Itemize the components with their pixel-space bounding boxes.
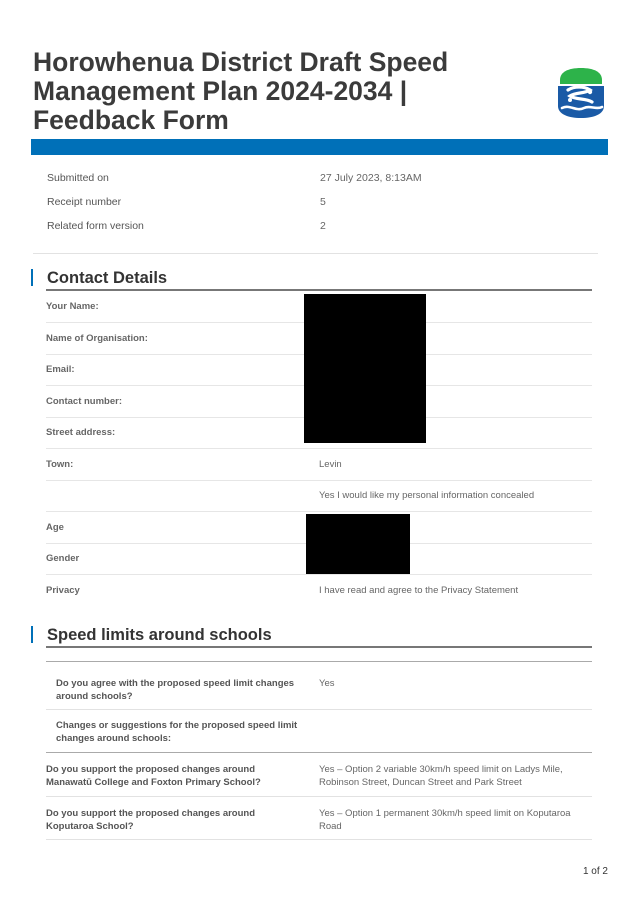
page-title: Horowhenua District Draft Speed Management Plan 2024-2034 | Feedback Form xyxy=(33,47,449,135)
question-text: Do you support the proposed changes around Koputaroa School? xyxy=(46,808,256,832)
field-label: Age xyxy=(46,522,64,533)
question-text: Do you agree with the proposed speed limit changes around schools? xyxy=(56,678,295,702)
field-label: Street address: xyxy=(46,427,116,438)
redaction-block xyxy=(306,514,410,574)
section-accent-bar xyxy=(31,269,33,286)
question-text: Changes or suggestions for the proposed speed limit changes around schools: xyxy=(56,720,298,744)
council-logo-icon xyxy=(554,66,608,120)
answer-text: Yes xyxy=(319,678,335,689)
submission-meta xyxy=(33,165,598,254)
meta-label: Related form version xyxy=(47,220,144,232)
field-label: Contact number: xyxy=(46,396,122,407)
divider xyxy=(46,661,592,662)
section-heading: Speed limits around schools xyxy=(47,626,272,644)
divider xyxy=(46,709,592,710)
divider xyxy=(46,796,592,797)
schools-section xyxy=(31,625,592,649)
redaction-block xyxy=(304,294,426,443)
field-label: Email: xyxy=(46,364,75,375)
meta-label: Submitted on xyxy=(47,172,109,184)
question-text: Do you support the proposed changes around Manawatū College and Foxton Primary School? xyxy=(46,764,261,788)
divider xyxy=(46,752,592,753)
field-label: Privacy xyxy=(46,585,80,596)
field-label: Name of Organisation: xyxy=(46,333,148,344)
table-row xyxy=(46,449,592,481)
answer-text: Yes – Option 1 permanent 30km/h speed limit on Koputaroa Road xyxy=(319,808,571,832)
page-number: 1 of 2 xyxy=(582,866,608,877)
section-rule xyxy=(46,646,592,648)
section-accent-bar xyxy=(31,626,33,643)
meta-row-form-version xyxy=(33,220,598,240)
table-row xyxy=(46,480,592,512)
table-row xyxy=(46,575,592,606)
field-value: Levin xyxy=(319,459,342,470)
field-label: Your Name: xyxy=(46,301,99,312)
divider xyxy=(46,839,592,840)
meta-value: 5 xyxy=(320,196,326,208)
header-band xyxy=(31,139,608,155)
answer-text: Yes – Option 2 variable 30km/h speed limit on Ladys Mile, Robinson Street, Duncan Street and Park Street xyxy=(319,764,563,788)
meta-row-submitted xyxy=(33,172,598,192)
meta-value: 2 xyxy=(320,220,326,232)
field-value: I have read and agree to the Privacy Statement xyxy=(319,585,519,596)
field-label: Town: xyxy=(46,459,74,470)
field-value: Yes I would like my personal information concealed xyxy=(319,490,535,501)
section-heading: Contact Details xyxy=(47,269,168,287)
meta-row-receipt xyxy=(33,196,598,216)
meta-value: 27 July 2023, 8:13AM xyxy=(320,172,422,184)
meta-label: Receipt number xyxy=(47,196,122,208)
field-label: Gender xyxy=(46,553,80,564)
contact-details-section xyxy=(31,268,592,292)
